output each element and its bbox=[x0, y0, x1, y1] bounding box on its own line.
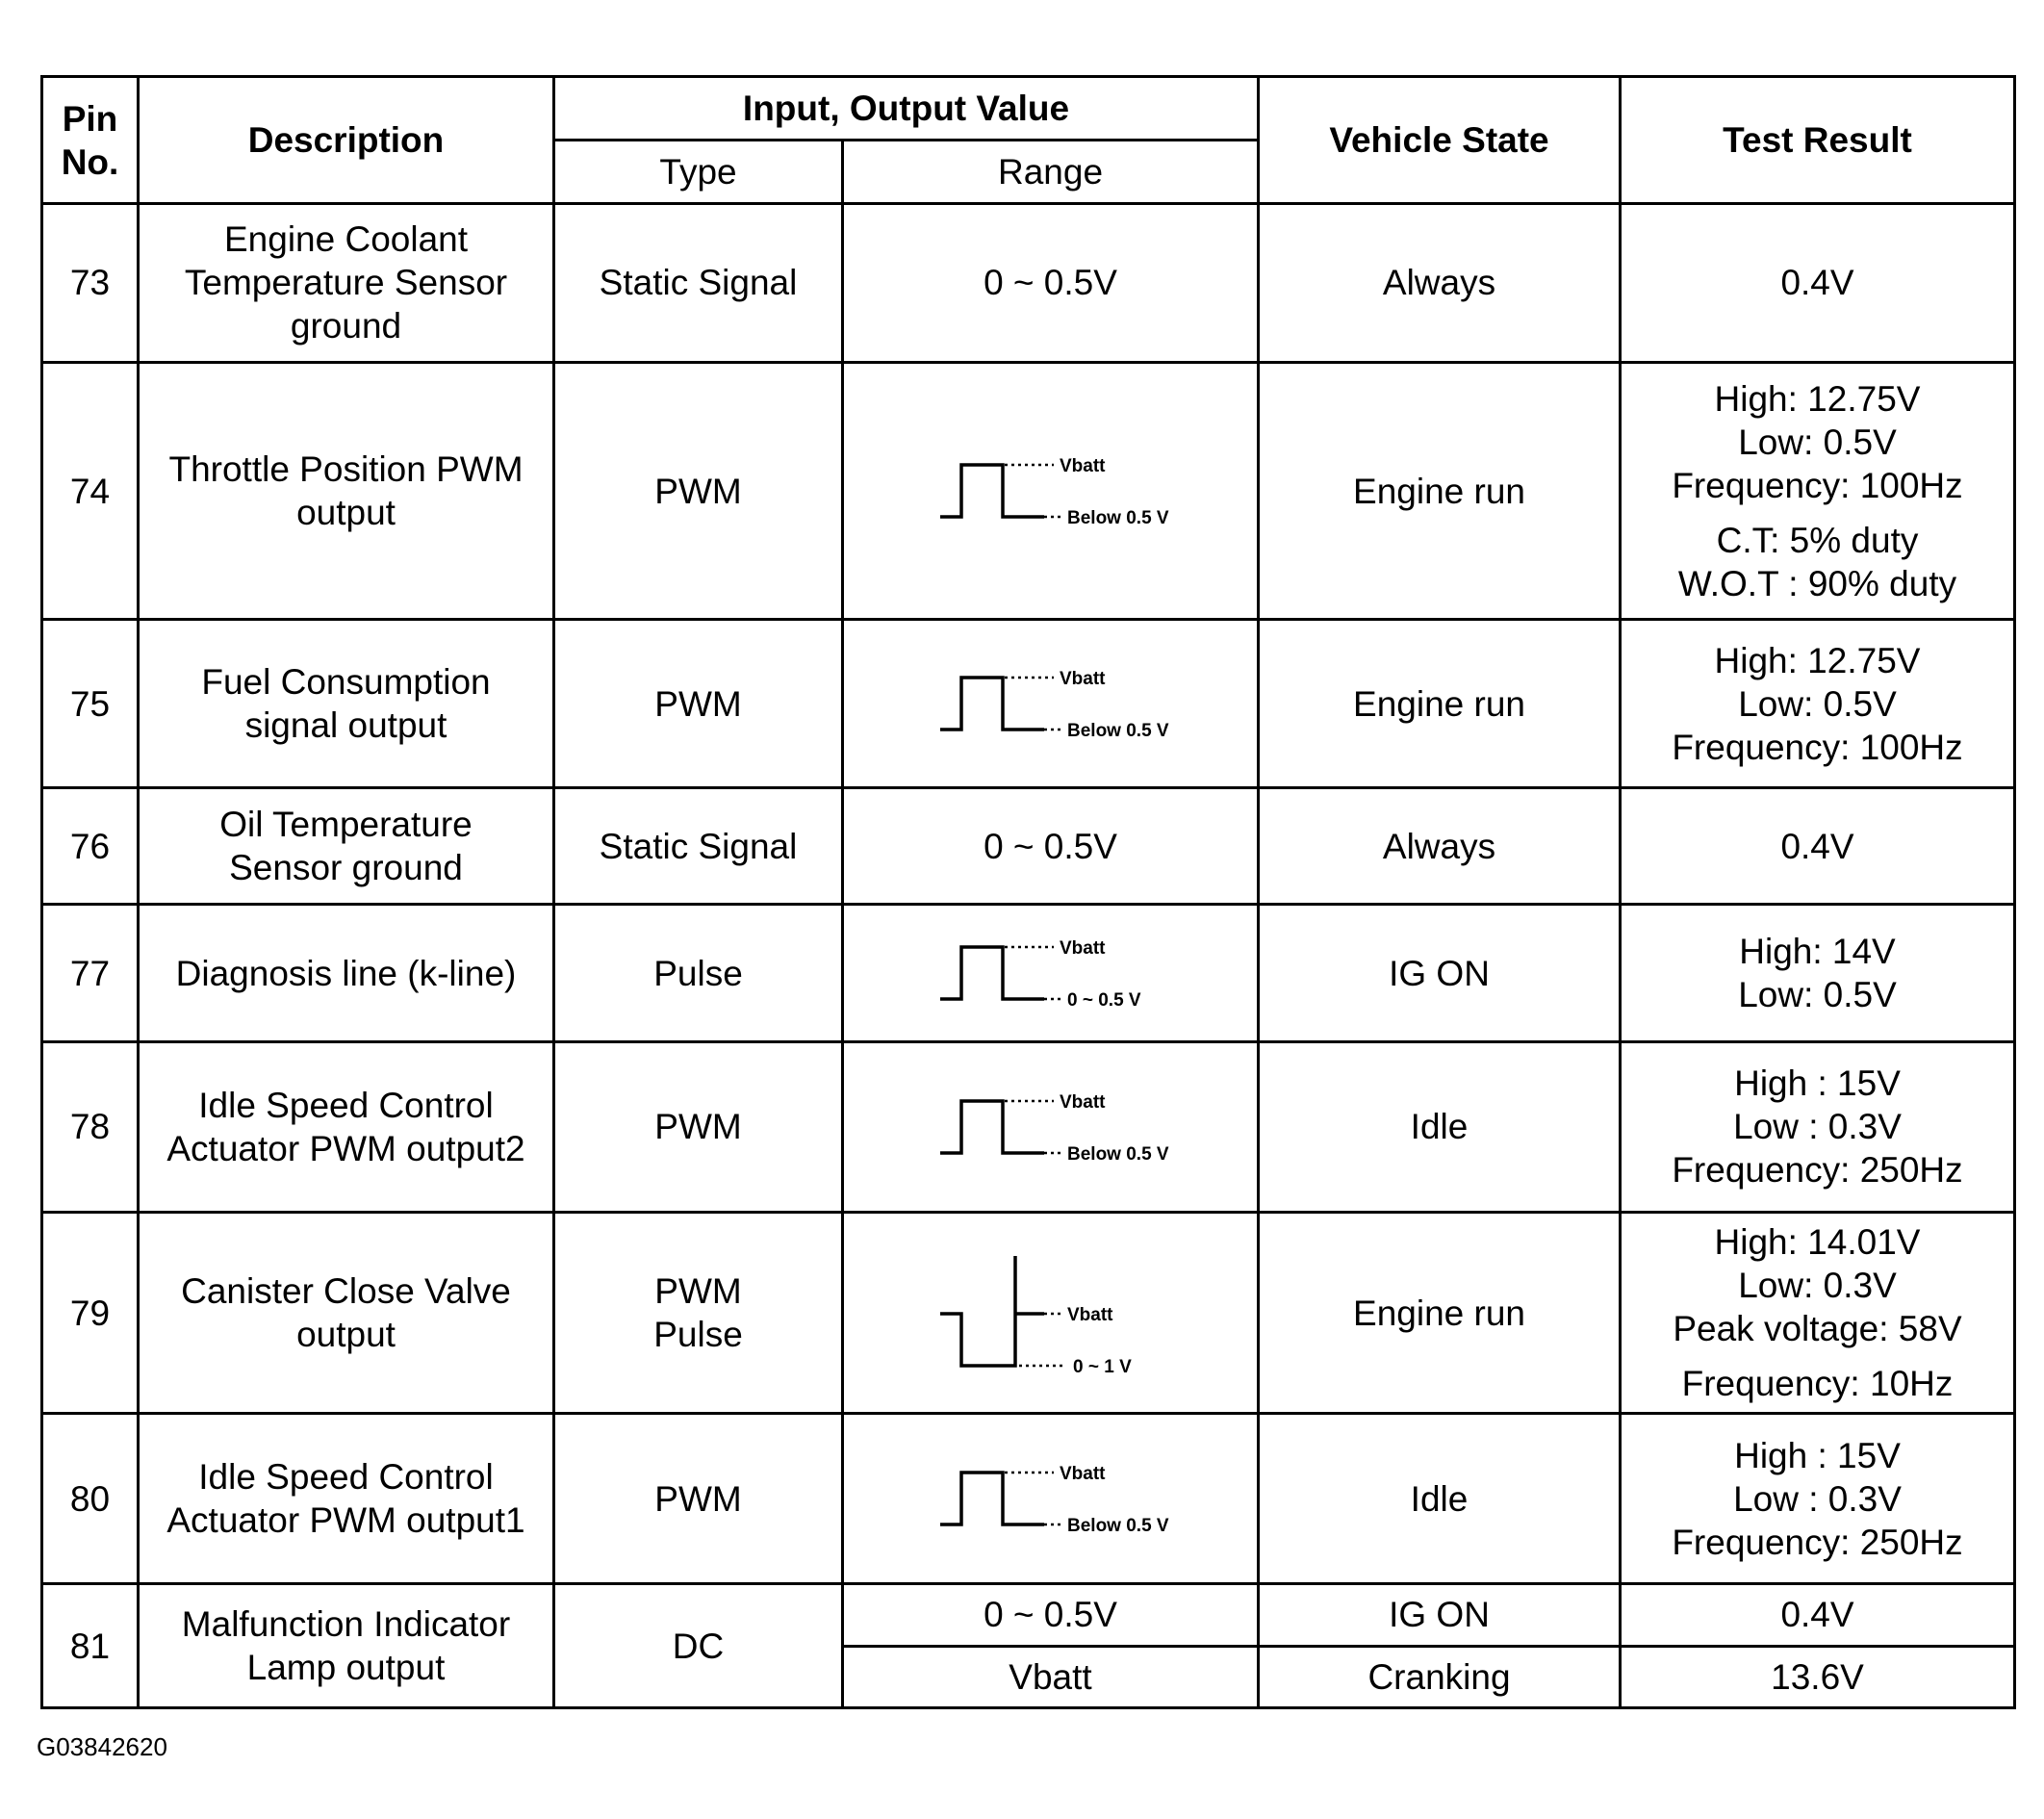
vehicle-state-cell: IG ON bbox=[1259, 905, 1621, 1042]
low-level-label: Below 0.5 V bbox=[1066, 508, 1169, 529]
type-cell bbox=[554, 620, 843, 788]
type-cell bbox=[554, 1414, 843, 1584]
type-cell bbox=[554, 1041, 843, 1212]
text-line: signal output bbox=[244, 705, 447, 746]
low-level-label: Below 0.5 V bbox=[1066, 1516, 1169, 1537]
text-line: Engine Coolant bbox=[223, 219, 469, 260]
description-text bbox=[145, 952, 547, 995]
text-line: Temperature Sensor bbox=[184, 263, 508, 303]
text-line: Frequency: 100Hz bbox=[1672, 727, 1963, 767]
text-line: Peak voltage: 58V bbox=[1673, 1309, 1962, 1349]
table-row bbox=[42, 788, 2015, 905]
table-row bbox=[42, 1414, 2015, 1584]
type-text bbox=[561, 952, 835, 995]
waveform-line bbox=[940, 1473, 1044, 1524]
test-result-text bbox=[1627, 1434, 2007, 1564]
text-line: Low : 0.3V bbox=[1733, 1478, 1902, 1519]
text-line: High: 14.01V bbox=[1714, 1222, 1921, 1263]
text-line: Low : 0.3V bbox=[1733, 1107, 1902, 1147]
description-cell bbox=[139, 1414, 554, 1584]
table-row bbox=[42, 905, 2015, 1042]
test-result-extra bbox=[1627, 1362, 2007, 1405]
vehicle-state-cell: Always bbox=[1259, 204, 1621, 363]
text-line: Frequency: 250Hz bbox=[1672, 1522, 1963, 1562]
waveform-line bbox=[940, 678, 1044, 730]
text-line: C.T: 5% duty bbox=[1716, 520, 1919, 560]
text-line: Static Signal bbox=[599, 826, 798, 866]
description-text bbox=[145, 1269, 547, 1356]
text-line: High: 12.75V bbox=[1714, 640, 1921, 680]
waveform-line bbox=[940, 1101, 1044, 1153]
pin-number-cell: 81 bbox=[42, 1584, 139, 1708]
test-result-text bbox=[1627, 377, 2007, 507]
text-line: 0.4V bbox=[1780, 826, 1854, 866]
text-line: Frequency: 250Hz bbox=[1672, 1150, 1963, 1191]
vehicle-state-cell: Always bbox=[1259, 788, 1621, 905]
vehicle-state-cell: Engine run bbox=[1259, 1212, 1621, 1413]
description-text bbox=[145, 660, 547, 747]
pin-table bbox=[40, 75, 2016, 1709]
text-line: PWM bbox=[654, 1478, 742, 1519]
text-line: PWM bbox=[654, 1271, 742, 1312]
pin-number-cell: 79 bbox=[42, 1212, 139, 1413]
high-level-label: Vbatt bbox=[1066, 1305, 1112, 1326]
square-wave-diagram bbox=[931, 448, 1171, 534]
range-cell bbox=[843, 362, 1259, 620]
type-text bbox=[561, 1269, 835, 1356]
type-cell: DC bbox=[554, 1584, 843, 1708]
table-row bbox=[42, 1584, 2015, 1646]
pin-number-cell: 76 bbox=[42, 788, 139, 905]
vehicle-state-cell: IG ON bbox=[1259, 1584, 1621, 1646]
text-line: Actuator PWM output1 bbox=[166, 1500, 525, 1541]
text-line: PWM bbox=[654, 471, 742, 511]
test-result-text bbox=[1627, 930, 2007, 1016]
text-line: Canister Close Valve bbox=[181, 1271, 511, 1312]
test-result-cell bbox=[1621, 362, 2015, 620]
pin-number-cell: 75 bbox=[42, 620, 139, 788]
header-io-value: Input, Output Value bbox=[554, 77, 1259, 141]
range-cell: 0 ~ 0.5V bbox=[843, 1584, 1259, 1646]
type-text bbox=[561, 1477, 835, 1521]
range-cell: 0 ~ 0.5V bbox=[843, 788, 1259, 905]
type-cell bbox=[554, 362, 843, 620]
type-text bbox=[561, 261, 835, 304]
text-line: Fuel Consumption bbox=[201, 662, 491, 703]
type-text bbox=[561, 470, 835, 513]
description-cell bbox=[139, 788, 554, 905]
type-text bbox=[561, 825, 835, 868]
high-level-label: Vbatt bbox=[1059, 938, 1105, 960]
figure-code: G03842620 bbox=[37, 1732, 167, 1761]
range-cell bbox=[843, 620, 1259, 788]
pin-number-cell: 78 bbox=[42, 1041, 139, 1212]
test-result-cell bbox=[1621, 620, 2015, 788]
test-result-cell bbox=[1621, 1414, 2015, 1584]
description-cell bbox=[139, 1041, 554, 1212]
low-level-label: Below 0.5 V bbox=[1066, 1143, 1169, 1165]
square-wave-diagram bbox=[931, 1455, 1171, 1542]
high-level-label: Vbatt bbox=[1059, 456, 1105, 477]
square-wave-diagram bbox=[931, 930, 1171, 1016]
description-text bbox=[145, 448, 547, 534]
table-row bbox=[42, 362, 2015, 620]
type-text bbox=[561, 1105, 835, 1148]
pin-number-cell: 73 bbox=[42, 204, 139, 363]
text-line: 0.4V bbox=[1780, 263, 1854, 303]
description-cell bbox=[139, 1212, 554, 1413]
text-line: High: 14V bbox=[1739, 932, 1896, 972]
square-wave-diagram bbox=[931, 1084, 1171, 1170]
test-result-cell: 0.4V bbox=[1621, 1584, 2015, 1646]
table-row bbox=[42, 1041, 2015, 1212]
range-cell bbox=[843, 1212, 1259, 1413]
header-line: No. bbox=[61, 141, 119, 182]
waveform-line bbox=[940, 947, 1044, 999]
text-line: Actuator PWM output2 bbox=[166, 1128, 525, 1168]
pin-number-cell: 74 bbox=[42, 362, 139, 620]
test-result-cell bbox=[1621, 1212, 2015, 1413]
test-result-text bbox=[1627, 1220, 2007, 1350]
high-level-label: Vbatt bbox=[1059, 1464, 1105, 1485]
test-result-text bbox=[1627, 261, 2007, 304]
range-cell: 0 ~ 0.5V bbox=[843, 204, 1259, 363]
text-line: Idle Speed Control bbox=[198, 1085, 494, 1125]
description-cell bbox=[139, 362, 554, 620]
square-wave-diagram bbox=[931, 660, 1171, 747]
description-text bbox=[145, 1455, 547, 1542]
range-cell: Vbatt bbox=[843, 1646, 1259, 1707]
description-cell bbox=[139, 1584, 554, 1708]
high-level-label: Vbatt bbox=[1059, 669, 1105, 690]
text-line: Throttle Position PWM bbox=[168, 449, 524, 490]
test-result-text bbox=[1627, 639, 2007, 769]
text-line: Low: 0.5V bbox=[1738, 975, 1897, 1015]
text-line: Low: 0.5V bbox=[1738, 683, 1897, 724]
text-line: output bbox=[296, 1315, 396, 1355]
type-cell bbox=[554, 905, 843, 1042]
test-result-text bbox=[1627, 825, 2007, 868]
description-text bbox=[145, 218, 547, 347]
test-result-cell: 13.6V bbox=[1621, 1646, 2015, 1707]
text-line: Oil Temperature bbox=[219, 805, 473, 845]
description-cell bbox=[139, 620, 554, 788]
text-line: Pulse bbox=[653, 953, 743, 993]
text-line: Lamp output bbox=[246, 1648, 446, 1688]
test-result-cell bbox=[1621, 204, 2015, 363]
peak-wave-diagram bbox=[931, 1250, 1171, 1375]
test-result-text bbox=[1627, 1062, 2007, 1191]
text-line: Low: 0.3V bbox=[1738, 1266, 1897, 1306]
text-line: PWM bbox=[654, 1107, 742, 1147]
type-cell bbox=[554, 1212, 843, 1413]
header-vehicle-state: Vehicle State bbox=[1259, 77, 1621, 204]
text-line: Static Signal bbox=[599, 263, 798, 303]
vehicle-state-cell: Idle bbox=[1259, 1041, 1621, 1212]
test-result-extra bbox=[1627, 519, 2007, 605]
vehicle-state-cell: Engine run bbox=[1259, 362, 1621, 620]
low-level-label: Below 0.5 V bbox=[1066, 721, 1169, 742]
text-line: High: 12.75V bbox=[1714, 378, 1921, 419]
header-test-result: Test Result bbox=[1621, 77, 2015, 204]
text-line: High : 15V bbox=[1734, 1063, 1901, 1104]
range-cell bbox=[843, 1041, 1259, 1212]
text-line: ground bbox=[290, 306, 402, 346]
description-text bbox=[145, 803, 547, 889]
description-cell bbox=[139, 905, 554, 1042]
description-text bbox=[145, 1602, 547, 1689]
low-level-label: 0 ~ 1 V bbox=[1072, 1357, 1132, 1376]
range-cell bbox=[843, 1414, 1259, 1584]
text-line: output bbox=[296, 493, 396, 533]
text-line: Idle Speed Control bbox=[198, 1457, 494, 1498]
text-line: Malfunction Indicator bbox=[181, 1604, 511, 1645]
table-row bbox=[42, 1212, 2015, 1413]
text-line: Low: 0.5V bbox=[1738, 422, 1897, 462]
header-line: Pin bbox=[62, 98, 118, 139]
header-type: Type bbox=[554, 141, 843, 204]
high-level-label: Vbatt bbox=[1059, 1091, 1105, 1113]
text-line: Frequency: 10Hz bbox=[1681, 1364, 1954, 1404]
text-line: High : 15V bbox=[1734, 1435, 1901, 1475]
text-line: Pulse bbox=[653, 1315, 743, 1355]
header-pin-no bbox=[42, 77, 139, 204]
vehicle-state-cell: Idle bbox=[1259, 1414, 1621, 1584]
waveform-line bbox=[940, 1256, 1044, 1366]
text-line: PWM bbox=[654, 683, 742, 724]
text-line: Diagnosis line (k-line) bbox=[175, 953, 517, 993]
low-level-label: 0 ~ 0.5 V bbox=[1066, 990, 1141, 1012]
table-row bbox=[42, 204, 2015, 363]
vehicle-state-cell: Cranking bbox=[1259, 1646, 1621, 1707]
header-description: Description bbox=[139, 77, 554, 204]
type-text bbox=[561, 682, 835, 726]
test-result-cell bbox=[1621, 905, 2015, 1042]
pin-number-cell: 80 bbox=[42, 1414, 139, 1584]
description-text bbox=[145, 1084, 547, 1170]
range-cell bbox=[843, 905, 1259, 1042]
type-cell bbox=[554, 788, 843, 905]
pin-number-cell: 77 bbox=[42, 905, 139, 1042]
text-line: Frequency: 100Hz bbox=[1672, 465, 1963, 505]
test-result-cell bbox=[1621, 788, 2015, 905]
header-range: Range bbox=[843, 141, 1259, 204]
waveform-line bbox=[940, 465, 1044, 517]
table-row bbox=[42, 620, 2015, 788]
description-cell bbox=[139, 204, 554, 363]
vehicle-state-cell: Engine run bbox=[1259, 620, 1621, 788]
type-cell bbox=[554, 204, 843, 363]
text-line: W.O.T : 90% duty bbox=[1677, 563, 1957, 603]
test-result-cell bbox=[1621, 1041, 2015, 1212]
text-line: Sensor ground bbox=[229, 848, 463, 888]
